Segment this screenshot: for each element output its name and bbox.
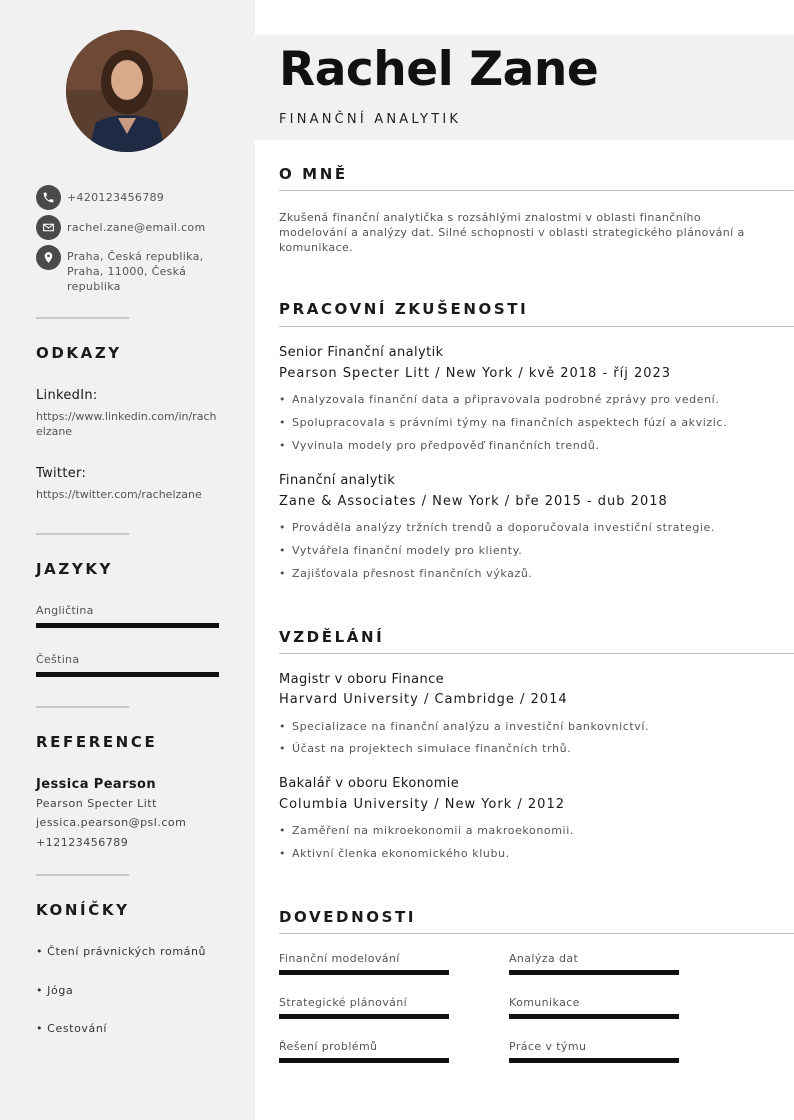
- reference-company: Pearson Specter Litt: [36, 797, 157, 810]
- languages-heading: JAZYKY: [36, 560, 114, 578]
- education-heading: VZDĚLÁNÍ: [279, 628, 385, 646]
- twitter-label: Twitter:: [36, 466, 87, 481]
- education-bullet: • Aktivní členka ekonomického klubu.: [279, 847, 510, 860]
- job-role: Senior Finanční analytik: [279, 345, 444, 360]
- job-org: Zane & Associates / New York / bře 2015 - dub 2018: [279, 494, 668, 509]
- education-bullet: • Zaměření na mikroekonomii a makroekonomii.: [279, 824, 574, 837]
- links-heading: ODKAZY: [36, 344, 122, 362]
- education-bullet: • Účast na projektech simulace finančních trhů.: [279, 742, 572, 755]
- job-bullet: • Analyzovala finanční data a připravovala podrobné zprávy pro vedení.: [279, 393, 720, 406]
- language-name: Angličtina: [36, 604, 94, 617]
- sidebar-divider: [36, 874, 129, 876]
- job-bullet: • Zajišťovala přesnost finančních výkazů.: [279, 567, 533, 580]
- sidebar-divider: [36, 533, 129, 535]
- address-text: Praha, Česká republika, Praha, 11000, Česká republika: [67, 250, 204, 293]
- hobbies-heading: KONÍČKY: [36, 901, 130, 919]
- skill-name: Finanční modelování: [279, 952, 400, 965]
- section-rule: [279, 190, 794, 191]
- reference-email[interactable]: jessica.pearson@psl.com: [36, 816, 187, 829]
- job-bullet: • Vytvářela finanční modely pro klienty.: [279, 544, 523, 557]
- school: Columbia University / New York / 2012: [279, 797, 565, 812]
- mail-icon: [36, 215, 61, 240]
- skill-name: Řešení problémů: [279, 1040, 378, 1053]
- sidebar-divider: [36, 706, 129, 708]
- email-text[interactable]: rachel.zane@email.com: [67, 221, 206, 234]
- candidate-name: Rachel Zane: [279, 42, 599, 97]
- skill-level-bar: [279, 970, 449, 975]
- section-rule: [279, 933, 794, 934]
- job-role: Finanční analytik: [279, 473, 396, 488]
- references-heading: REFERENCE: [36, 733, 158, 751]
- skill-name: Analýza dat: [509, 952, 579, 965]
- skill-name: Práce v týmu: [509, 1040, 587, 1053]
- reference-phone[interactable]: +12123456789: [36, 836, 129, 849]
- job-bullet: • Prováděla analýzy tržních trendů a doporučovala investiční strategie.: [279, 521, 716, 534]
- education-bullet: • Specializace na finanční analýzu a investiční bankovnictví.: [279, 720, 650, 733]
- about-heading: O MNĚ: [279, 165, 348, 183]
- contact-phone: [36, 185, 217, 210]
- school: Harvard University / Cambridge / 2014: [279, 692, 568, 707]
- language-name: Čeština: [36, 653, 80, 666]
- job-bullet: • Spolupracovala s právními týmy na finančních aspektech fúzí a akvizic.: [279, 416, 728, 429]
- language-level-bar: [36, 672, 219, 677]
- skill-name: Strategické plánování: [279, 996, 408, 1009]
- linkedin-label: LinkedIn:: [36, 388, 98, 403]
- skill-level-bar: [509, 1058, 679, 1063]
- job-org: Pearson Specter Litt / New York / kvě 2018 - říj 2023: [279, 366, 672, 381]
- contact-address: [36, 245, 207, 294]
- degree: Magistr v oboru Finance: [279, 672, 445, 687]
- skill-level-bar: [509, 970, 679, 975]
- sidebar-divider: [36, 317, 129, 319]
- section-rule: [279, 653, 794, 654]
- location-pin-icon: [36, 245, 61, 270]
- degree: Bakalář v oboru Ekonomie: [279, 776, 460, 791]
- reference-name: Jessica Pearson: [36, 777, 157, 792]
- section-rule: [279, 326, 794, 327]
- experience-heading: PRACOVNÍ ZKUŠENOSTI: [279, 300, 529, 318]
- skill-level-bar: [279, 1058, 449, 1063]
- phone-icon: [36, 185, 61, 210]
- skills-heading: DOVEDNOSTI: [279, 908, 417, 926]
- hobby-item: • Jóga: [36, 984, 74, 997]
- skill-level-bar: [279, 1014, 449, 1019]
- twitter-url[interactable]: https://twitter.com/rachelzane: [36, 488, 202, 501]
- skill-level-bar: [509, 1014, 679, 1019]
- language-level-bar: [36, 623, 219, 628]
- profile-photo: [66, 30, 188, 152]
- hobby-item: • Čtení právnických románů: [36, 945, 207, 958]
- job-title: FINANČNÍ ANALYTIK: [279, 112, 462, 127]
- job-bullet: • Vyvinula modely pro předpověď finančních trendů.: [279, 439, 600, 452]
- skill-name: Komunikace: [509, 996, 580, 1009]
- about-text: Zkušená finanční analytička s rozsáhlými znalostmi v oblasti finančního modelování a analýzy dat. Silné schopnosti v oblasti strategického plánování a komunikace.: [279, 211, 745, 254]
- hobby-item: • Cestování: [36, 1022, 108, 1035]
- contact-email: [36, 215, 217, 240]
- phone-text[interactable]: +420123456789: [67, 191, 165, 204]
- linkedin-url[interactable]: https://www.linkedin.com/in/rachelzane: [36, 410, 217, 438]
